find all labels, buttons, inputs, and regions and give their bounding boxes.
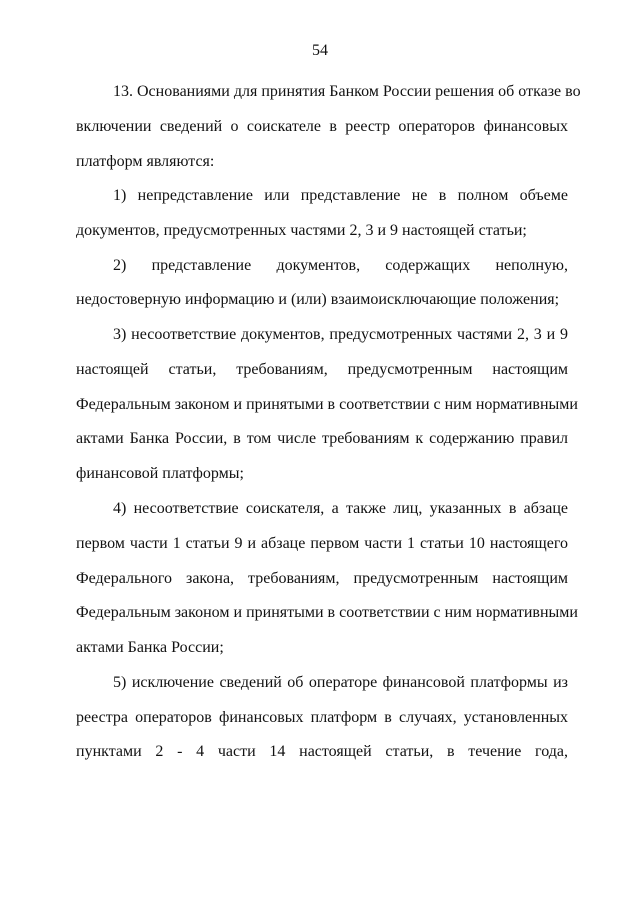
text-line: Федерального закона, требованиям, предусмотренным настоящим [76,570,568,587]
text-line: 3) несоответствие документов, предусмотренных частями 2, 3 и 9 [113,326,568,343]
text-line: пунктами 2 - 4 части 14 настоящей статьи, в течение года, [76,743,568,760]
text-line: включении сведений о соискателе в реестр операторов финансовых [76,118,568,135]
text-line: недостоверную информацию и (или) взаимоисключающие положения; [76,291,560,308]
text-line: платформ являются: [76,153,215,170]
text-line: 13. Основаниями для принятия Банком России решения об отказе во [113,83,581,100]
text-line: 5) исключение сведений об операторе финансовой платформы из [113,674,568,691]
text-line: финансовой платформы; [76,465,244,482]
text-line: Федеральным законом и принятыми в соответствии с ним нормативными [76,396,578,413]
text-line: 4) несоответствие соискателя, а также лиц, указанных в абзаце [113,500,568,517]
text-line: Федеральным законом и принятыми в соответствии с ним нормативными [76,604,578,621]
page-number: 54 [312,42,328,59]
text-line: актами Банка России, в том числе требованиям к содержанию правил [76,430,568,447]
text-line: документов, предусмотренных частями 2, 3 и 9 настоящей статьи; [76,222,527,239]
text-line: настоящей статьи, требованиям, предусмотренным настоящим [76,361,568,378]
text-line: актами Банка России; [76,639,224,656]
text-line: 2) представление документов, содержащих неполную, [113,257,568,274]
text-line: первом части 1 статьи 9 и абзаце первом части 1 статьи 10 настоящего [76,535,568,552]
text-line: 1) непредставление или представление не в полном объеме [113,187,568,204]
text-line: реестра операторов финансовых платформ в случаях, установленных [76,709,568,726]
